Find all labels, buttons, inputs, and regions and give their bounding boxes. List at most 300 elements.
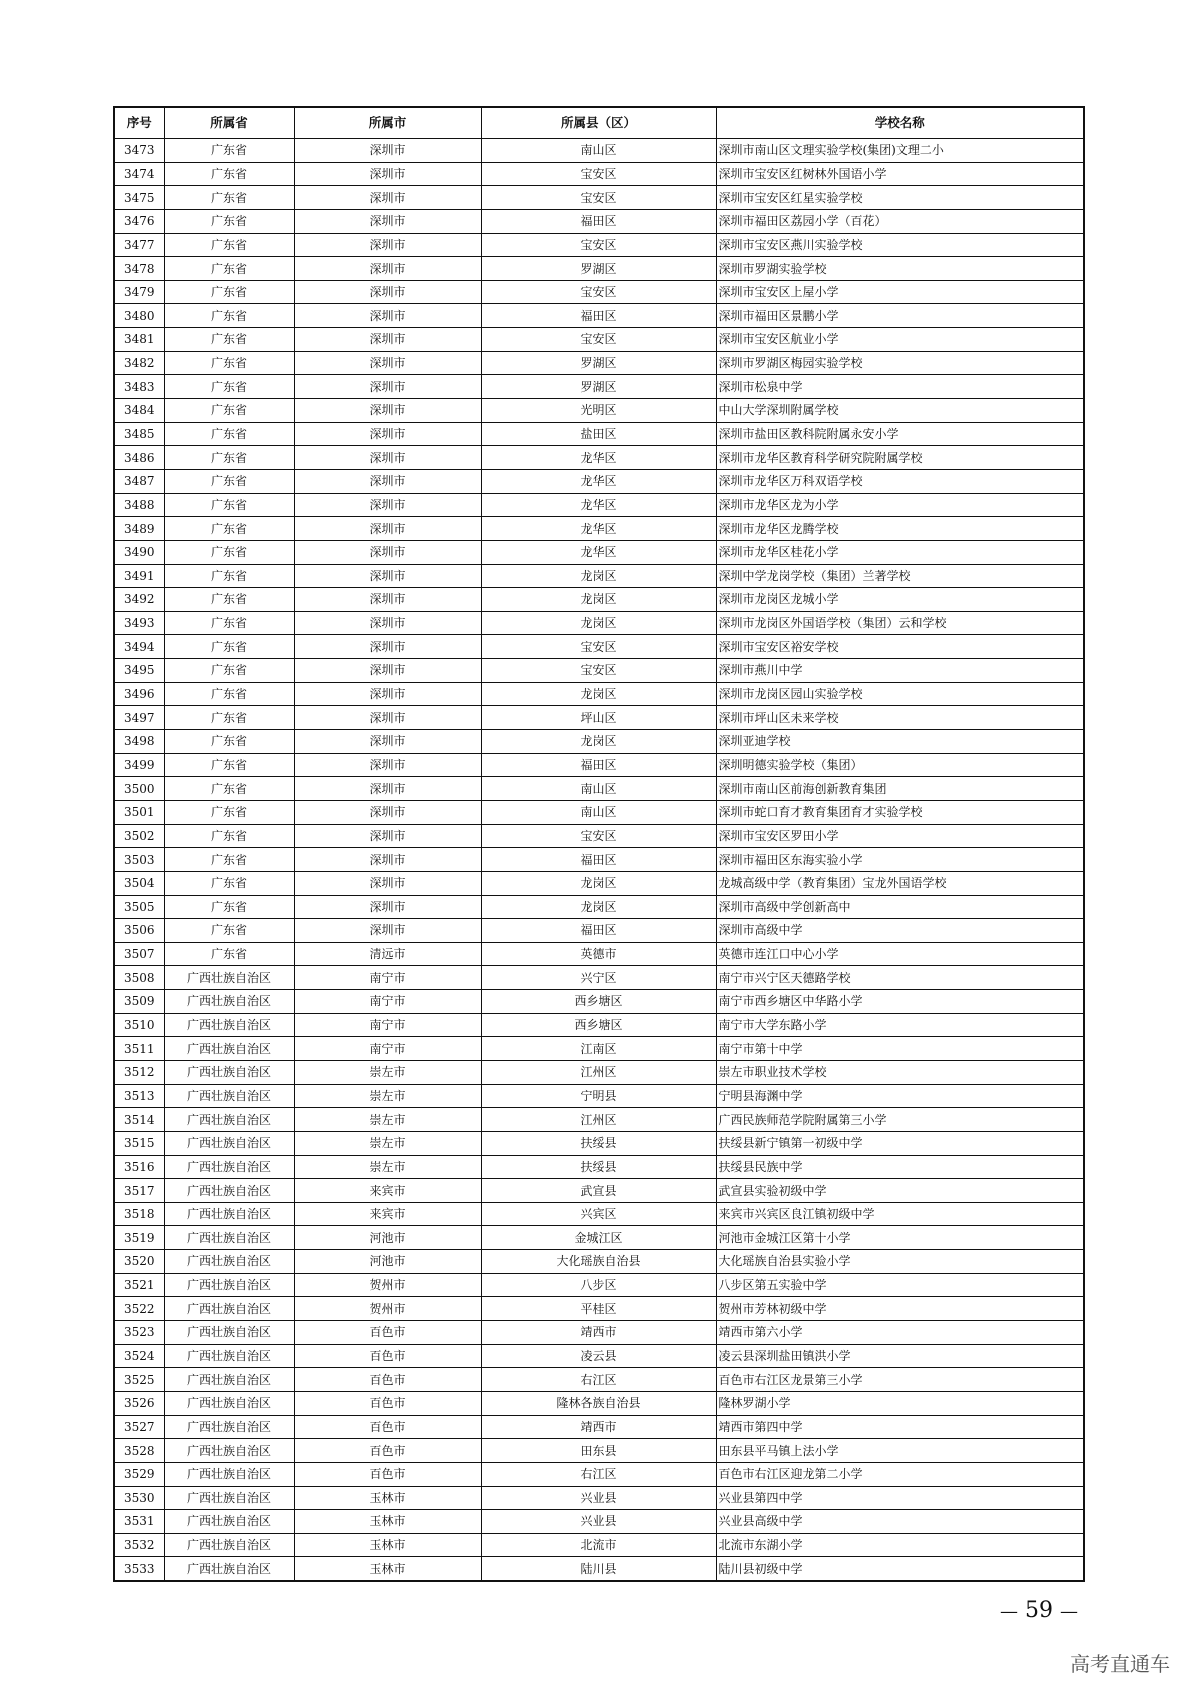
cell-city: 崇左市 xyxy=(294,1108,481,1132)
cell-county: 靖西市 xyxy=(481,1321,716,1345)
cell-city: 深圳市 xyxy=(294,139,481,163)
cell-school-name: 深圳市宝安区裕安学校 xyxy=(716,635,1084,659)
cell-index: 3508 xyxy=(114,966,164,990)
cell-city: 清远市 xyxy=(294,942,481,966)
table-row xyxy=(114,1321,1084,1345)
cell-city: 南宁市 xyxy=(294,1013,481,1037)
table-row xyxy=(114,280,1084,304)
cell-school-name: 深圳市龙华区教育科学研究院附属学校 xyxy=(716,446,1084,470)
cell-school-name: 龙城高级中学（教育集团）宝龙外国语学校 xyxy=(716,871,1084,895)
cell-province: 广西壮族自治区 xyxy=(164,1486,294,1510)
cell-index: 3493 xyxy=(114,611,164,635)
table-row xyxy=(114,919,1084,943)
cell-county: 右江区 xyxy=(481,1462,716,1486)
cell-county: 宝安区 xyxy=(481,280,716,304)
table-row xyxy=(114,328,1084,352)
cell-province: 广东省 xyxy=(164,304,294,328)
table-row xyxy=(114,139,1084,163)
cell-school-name: 深圳市坪山区未来学校 xyxy=(716,706,1084,730)
cell-city: 深圳市 xyxy=(294,564,481,588)
cell-school-name: 宁明县海渊中学 xyxy=(716,1084,1084,1108)
table-row xyxy=(114,1297,1084,1321)
cell-province: 广西壮族自治区 xyxy=(164,1344,294,1368)
cell-province: 广西壮族自治区 xyxy=(164,1155,294,1179)
table-row xyxy=(114,1108,1084,1132)
table-row xyxy=(114,1084,1084,1108)
page-dash-right: — xyxy=(1060,1601,1078,1622)
cell-county: 龙岗区 xyxy=(481,588,716,612)
cell-school-name: 扶绥县民族中学 xyxy=(716,1155,1084,1179)
cell-province: 广西壮族自治区 xyxy=(164,1510,294,1534)
cell-county: 平桂区 xyxy=(481,1297,716,1321)
cell-index: 3476 xyxy=(114,209,164,233)
cell-city: 百色市 xyxy=(294,1321,481,1345)
cell-city: 深圳市 xyxy=(294,730,481,754)
cell-county: 兴宾区 xyxy=(481,1202,716,1226)
cell-province: 广西壮族自治区 xyxy=(164,1439,294,1463)
cell-county: 坪山区 xyxy=(481,706,716,730)
cell-province: 广东省 xyxy=(164,848,294,872)
cell-county: 龙岗区 xyxy=(481,895,716,919)
cell-index: 3522 xyxy=(114,1297,164,1321)
cell-index: 3509 xyxy=(114,990,164,1014)
cell-province: 广西壮族自治区 xyxy=(164,1108,294,1132)
cell-county: 兴业县 xyxy=(481,1510,716,1534)
cell-province: 广西壮族自治区 xyxy=(164,1368,294,1392)
cell-index: 3501 xyxy=(114,800,164,824)
cell-school-name: 深圳市南山区前海创新教育集团 xyxy=(716,777,1084,801)
cell-index: 3491 xyxy=(114,564,164,588)
cell-index: 3525 xyxy=(114,1368,164,1392)
cell-school-name: 深圳市福田区景鹏小学 xyxy=(716,304,1084,328)
cell-index: 3477 xyxy=(114,233,164,257)
cell-school-name: 八步区第五实验中学 xyxy=(716,1273,1084,1297)
page-dash-left: — xyxy=(1000,1601,1018,1622)
cell-city: 河池市 xyxy=(294,1250,481,1274)
cell-index: 3529 xyxy=(114,1462,164,1486)
cell-county: 盐田区 xyxy=(481,422,716,446)
header-school-name: 学校名称 xyxy=(716,107,1084,139)
cell-city: 深圳市 xyxy=(294,186,481,210)
cell-city: 深圳市 xyxy=(294,375,481,399)
cell-province: 广西壮族自治区 xyxy=(164,1202,294,1226)
table-row xyxy=(114,848,1084,872)
cell-county: 江州区 xyxy=(481,1060,716,1084)
cell-county: 龙岗区 xyxy=(481,564,716,588)
cell-school-name: 南宁市兴宁区天德路学校 xyxy=(716,966,1084,990)
table-row xyxy=(114,635,1084,659)
cell-city: 深圳市 xyxy=(294,469,481,493)
cell-city: 玉林市 xyxy=(294,1557,481,1581)
cell-city: 深圳市 xyxy=(294,659,481,683)
cell-index: 3523 xyxy=(114,1321,164,1345)
cell-county: 龙华区 xyxy=(481,517,716,541)
cell-city: 深圳市 xyxy=(294,351,481,375)
cell-school-name: 深圳市龙岗区园山实验学校 xyxy=(716,682,1084,706)
cell-city: 深圳市 xyxy=(294,280,481,304)
cell-school-name: 中山大学深圳附属学校 xyxy=(716,399,1084,423)
table-row xyxy=(114,942,1084,966)
cell-county: 福田区 xyxy=(481,919,716,943)
cell-index: 3483 xyxy=(114,375,164,399)
cell-index: 3519 xyxy=(114,1226,164,1250)
cell-city: 深圳市 xyxy=(294,446,481,470)
cell-county: 扶绥县 xyxy=(481,1155,716,1179)
cell-province: 广西壮族自治区 xyxy=(164,1391,294,1415)
cell-county: 兴业县 xyxy=(481,1486,716,1510)
cell-index: 3489 xyxy=(114,517,164,541)
cell-province: 广东省 xyxy=(164,209,294,233)
cell-county: 光明区 xyxy=(481,399,716,423)
watermark: 高考直通车 xyxy=(1070,1652,1170,1676)
cell-province: 广东省 xyxy=(164,280,294,304)
table-body xyxy=(114,139,1084,1582)
cell-city: 深圳市 xyxy=(294,162,481,186)
cell-county: 宝安区 xyxy=(481,233,716,257)
cell-city: 贺州市 xyxy=(294,1297,481,1321)
cell-school-name: 深圳市龙华区龙腾学校 xyxy=(716,517,1084,541)
table-row xyxy=(114,730,1084,754)
cell-city: 深圳市 xyxy=(294,895,481,919)
cell-school-name: 深圳市罗湖实验学校 xyxy=(716,257,1084,281)
table-row xyxy=(114,753,1084,777)
table-row xyxy=(114,257,1084,281)
table-row xyxy=(114,1462,1084,1486)
cell-index: 3500 xyxy=(114,777,164,801)
cell-school-name: 深圳市龙华区万科双语学校 xyxy=(716,469,1084,493)
cell-province: 广东省 xyxy=(164,375,294,399)
table-row xyxy=(114,375,1084,399)
cell-county: 福田区 xyxy=(481,848,716,872)
cell-city: 深圳市 xyxy=(294,848,481,872)
table-row xyxy=(114,1226,1084,1250)
cell-province: 广西壮族自治区 xyxy=(164,990,294,1014)
table-row xyxy=(114,304,1084,328)
cell-index: 3524 xyxy=(114,1344,164,1368)
cell-school-name: 深圳市罗湖区梅园实验学校 xyxy=(716,351,1084,375)
cell-index: 3514 xyxy=(114,1108,164,1132)
cell-school-name: 河池市金城江区第十小学 xyxy=(716,1226,1084,1250)
cell-county: 龙岗区 xyxy=(481,730,716,754)
cell-city: 南宁市 xyxy=(294,966,481,990)
cell-province: 广西壮族自治区 xyxy=(164,1557,294,1581)
cell-province: 广东省 xyxy=(164,399,294,423)
cell-county: 罗湖区 xyxy=(481,257,716,281)
cell-county: 田东县 xyxy=(481,1439,716,1463)
table-row xyxy=(114,1273,1084,1297)
cell-city: 深圳市 xyxy=(294,824,481,848)
cell-county: 龙华区 xyxy=(481,446,716,470)
cell-county: 罗湖区 xyxy=(481,351,716,375)
cell-province: 广东省 xyxy=(164,753,294,777)
cell-city: 深圳市 xyxy=(294,682,481,706)
cell-index: 3479 xyxy=(114,280,164,304)
cell-school-name: 深圳市宝安区红树林外国语小学 xyxy=(716,162,1084,186)
cell-index: 3475 xyxy=(114,186,164,210)
cell-index: 3487 xyxy=(114,469,164,493)
cell-index: 3486 xyxy=(114,446,164,470)
cell-school-name: 深圳市福田区荔园小学（百花） xyxy=(716,209,1084,233)
cell-index: 3485 xyxy=(114,422,164,446)
cell-school-name: 兴业县高级中学 xyxy=(716,1510,1084,1534)
cell-city: 深圳市 xyxy=(294,919,481,943)
cell-index: 3531 xyxy=(114,1510,164,1534)
cell-province: 广东省 xyxy=(164,919,294,943)
table-row xyxy=(114,162,1084,186)
cell-city: 百色市 xyxy=(294,1439,481,1463)
cell-school-name: 深圳市龙华区龙为小学 xyxy=(716,493,1084,517)
cell-city: 崇左市 xyxy=(294,1060,481,1084)
cell-city: 深圳市 xyxy=(294,706,481,730)
cell-school-name: 深圳市高级中学 xyxy=(716,919,1084,943)
table-row xyxy=(114,1155,1084,1179)
cell-index: 3480 xyxy=(114,304,164,328)
cell-index: 3507 xyxy=(114,942,164,966)
cell-county: 隆林各族自治县 xyxy=(481,1391,716,1415)
cell-county: 凌云县 xyxy=(481,1344,716,1368)
page-number xyxy=(1000,1598,1078,1623)
cell-index: 3474 xyxy=(114,162,164,186)
cell-school-name: 陆川县初级中学 xyxy=(716,1557,1084,1581)
cell-city: 深圳市 xyxy=(294,304,481,328)
cell-city: 玉林市 xyxy=(294,1510,481,1534)
cell-province: 广西壮族自治区 xyxy=(164,1415,294,1439)
cell-index: 3478 xyxy=(114,257,164,281)
cell-school-name: 南宁市西乡塘区中华路小学 xyxy=(716,990,1084,1014)
cell-index: 3492 xyxy=(114,588,164,612)
table-row xyxy=(114,233,1084,257)
cell-city: 贺州市 xyxy=(294,1273,481,1297)
cell-index: 3503 xyxy=(114,848,164,872)
cell-province: 广东省 xyxy=(164,540,294,564)
header-index: 序号 xyxy=(114,107,164,139)
table-row xyxy=(114,1368,1084,1392)
cell-province: 广东省 xyxy=(164,162,294,186)
cell-school-name: 深圳亚迪学校 xyxy=(716,730,1084,754)
cell-province: 广西壮族自治区 xyxy=(164,1321,294,1345)
cell-city: 来宾市 xyxy=(294,1202,481,1226)
cell-city: 深圳市 xyxy=(294,540,481,564)
cell-province: 广东省 xyxy=(164,777,294,801)
cell-city: 深圳市 xyxy=(294,635,481,659)
table-row xyxy=(114,871,1084,895)
cell-city: 百色市 xyxy=(294,1415,481,1439)
cell-province: 广东省 xyxy=(164,493,294,517)
cell-school-name: 深圳市蛇口育才教育集团育才实验学校 xyxy=(716,800,1084,824)
table-row xyxy=(114,1415,1084,1439)
cell-school-name: 扶绥县新宁镇第一初级中学 xyxy=(716,1131,1084,1155)
cell-province: 广西壮族自治区 xyxy=(164,1533,294,1557)
cell-county: 宁明县 xyxy=(481,1084,716,1108)
cell-province: 广东省 xyxy=(164,682,294,706)
table-row xyxy=(114,659,1084,683)
header-province: 所属省 xyxy=(164,107,294,139)
cell-county: 江州区 xyxy=(481,1108,716,1132)
cell-city: 来宾市 xyxy=(294,1179,481,1203)
table-row xyxy=(114,611,1084,635)
table-row xyxy=(114,1060,1084,1084)
cell-city: 深圳市 xyxy=(294,800,481,824)
cell-county: 宝安区 xyxy=(481,824,716,848)
cell-city: 深圳市 xyxy=(294,588,481,612)
cell-school-name: 凌云县深圳盐田镇洪小学 xyxy=(716,1344,1084,1368)
cell-county: 八步区 xyxy=(481,1273,716,1297)
cell-county: 龙华区 xyxy=(481,493,716,517)
cell-county: 南山区 xyxy=(481,777,716,801)
cell-school-name: 隆林罗湖小学 xyxy=(716,1391,1084,1415)
cell-city: 玉林市 xyxy=(294,1486,481,1510)
cell-school-name: 英德市连江口中心小学 xyxy=(716,942,1084,966)
table-row xyxy=(114,564,1084,588)
cell-province: 广东省 xyxy=(164,186,294,210)
cell-city: 崇左市 xyxy=(294,1131,481,1155)
cell-index: 3527 xyxy=(114,1415,164,1439)
cell-school-name: 北流市东湖小学 xyxy=(716,1533,1084,1557)
cell-county: 江南区 xyxy=(481,1037,716,1061)
cell-index: 3473 xyxy=(114,139,164,163)
school-list-table xyxy=(113,106,1085,1582)
cell-province: 广东省 xyxy=(164,800,294,824)
table-row xyxy=(114,186,1084,210)
cell-city: 深圳市 xyxy=(294,422,481,446)
table-row xyxy=(114,706,1084,730)
cell-index: 3512 xyxy=(114,1060,164,1084)
cell-county: 英德市 xyxy=(481,942,716,966)
cell-school-name: 深圳市宝安区罗田小学 xyxy=(716,824,1084,848)
cell-index: 3533 xyxy=(114,1557,164,1581)
cell-city: 深圳市 xyxy=(294,209,481,233)
header-county: 所属县（区） xyxy=(481,107,716,139)
table-row xyxy=(114,517,1084,541)
cell-school-name: 靖西市第六小学 xyxy=(716,1321,1084,1345)
cell-province: 广东省 xyxy=(164,635,294,659)
cell-province: 广东省 xyxy=(164,730,294,754)
cell-city: 深圳市 xyxy=(294,257,481,281)
table-header-row xyxy=(114,107,1084,139)
school-list-table-wrap xyxy=(113,106,1083,1582)
cell-index: 3484 xyxy=(114,399,164,423)
cell-county: 西乡塘区 xyxy=(481,1013,716,1037)
cell-province: 广西壮族自治区 xyxy=(164,1037,294,1061)
cell-province: 广西壮族自治区 xyxy=(164,1250,294,1274)
table-row xyxy=(114,895,1084,919)
cell-county: 兴宁区 xyxy=(481,966,716,990)
cell-school-name: 百色市右江区迎龙第二小学 xyxy=(716,1462,1084,1486)
cell-city: 玉林市 xyxy=(294,1533,481,1557)
cell-school-name: 深圳市盐田区教科院附属永安小学 xyxy=(716,422,1084,446)
cell-city: 深圳市 xyxy=(294,493,481,517)
cell-school-name: 南宁市大学东路小学 xyxy=(716,1013,1084,1037)
cell-index: 3496 xyxy=(114,682,164,706)
cell-index: 3504 xyxy=(114,871,164,895)
cell-school-name: 深圳市燕川中学 xyxy=(716,659,1084,683)
cell-city: 南宁市 xyxy=(294,1037,481,1061)
cell-province: 广东省 xyxy=(164,611,294,635)
cell-school-name: 崇左市职业技术学校 xyxy=(716,1060,1084,1084)
cell-province: 广西壮族自治区 xyxy=(164,1013,294,1037)
cell-city: 南宁市 xyxy=(294,990,481,1014)
table-row xyxy=(114,1037,1084,1061)
cell-school-name: 深圳市龙岗区外国语学校（集团）云和学校 xyxy=(716,611,1084,635)
cell-city: 深圳市 xyxy=(294,753,481,777)
table-row xyxy=(114,1013,1084,1037)
cell-index: 3490 xyxy=(114,540,164,564)
cell-city: 深圳市 xyxy=(294,871,481,895)
cell-school-name: 深圳市松泉中学 xyxy=(716,375,1084,399)
cell-province: 广西壮族自治区 xyxy=(164,1060,294,1084)
cell-county: 陆川县 xyxy=(481,1557,716,1581)
table-row xyxy=(114,588,1084,612)
cell-county: 福田区 xyxy=(481,209,716,233)
cell-school-name: 南宁市第十中学 xyxy=(716,1037,1084,1061)
cell-school-name: 深圳市宝安区红星实验学校 xyxy=(716,186,1084,210)
cell-school-name: 深圳市宝安区燕川实验学校 xyxy=(716,233,1084,257)
cell-province: 广东省 xyxy=(164,233,294,257)
table-row xyxy=(114,990,1084,1014)
cell-index: 3506 xyxy=(114,919,164,943)
cell-school-name: 贺州市芳林初级中学 xyxy=(716,1297,1084,1321)
table-row xyxy=(114,1557,1084,1581)
cell-school-name: 深圳中学龙岗学校（集团）兰著学校 xyxy=(716,564,1084,588)
cell-index: 3497 xyxy=(114,706,164,730)
cell-school-name: 武宣县实验初级中学 xyxy=(716,1179,1084,1203)
cell-school-name: 广西民族师范学院附属第三小学 xyxy=(716,1108,1084,1132)
cell-province: 广东省 xyxy=(164,469,294,493)
cell-school-name: 深圳市福田区东海实验小学 xyxy=(716,848,1084,872)
cell-index: 3499 xyxy=(114,753,164,777)
cell-province: 广西壮族自治区 xyxy=(164,1179,294,1203)
cell-county: 靖西市 xyxy=(481,1415,716,1439)
table-row xyxy=(114,824,1084,848)
table-row xyxy=(114,1179,1084,1203)
cell-index: 3502 xyxy=(114,824,164,848)
cell-index: 3532 xyxy=(114,1533,164,1557)
cell-province: 广西壮族自治区 xyxy=(164,1462,294,1486)
cell-city: 深圳市 xyxy=(294,328,481,352)
cell-county: 龙华区 xyxy=(481,540,716,564)
cell-county: 宝安区 xyxy=(481,328,716,352)
cell-school-name: 百色市右江区龙景第三小学 xyxy=(716,1368,1084,1392)
table-row xyxy=(114,1486,1084,1510)
cell-index: 3498 xyxy=(114,730,164,754)
cell-province: 广西壮族自治区 xyxy=(164,1131,294,1155)
cell-city: 深圳市 xyxy=(294,611,481,635)
cell-county: 福田区 xyxy=(481,304,716,328)
table-row xyxy=(114,966,1084,990)
table-row xyxy=(114,1391,1084,1415)
cell-index: 3505 xyxy=(114,895,164,919)
cell-county: 宝安区 xyxy=(481,635,716,659)
cell-index: 3528 xyxy=(114,1439,164,1463)
cell-province: 广东省 xyxy=(164,588,294,612)
cell-county: 金城江区 xyxy=(481,1226,716,1250)
cell-school-name: 兴业县第四中学 xyxy=(716,1486,1084,1510)
table-row xyxy=(114,1131,1084,1155)
table-row xyxy=(114,1344,1084,1368)
cell-province: 广东省 xyxy=(164,942,294,966)
cell-index: 3515 xyxy=(114,1131,164,1155)
cell-province: 广东省 xyxy=(164,824,294,848)
table-row xyxy=(114,1510,1084,1534)
cell-province: 广东省 xyxy=(164,257,294,281)
cell-school-name: 深圳市宝安区航业小学 xyxy=(716,328,1084,352)
cell-index: 3530 xyxy=(114,1486,164,1510)
cell-province: 广西壮族自治区 xyxy=(164,1226,294,1250)
cell-province: 广东省 xyxy=(164,422,294,446)
table-row xyxy=(114,351,1084,375)
table-row xyxy=(114,682,1084,706)
cell-province: 广西壮族自治区 xyxy=(164,1084,294,1108)
